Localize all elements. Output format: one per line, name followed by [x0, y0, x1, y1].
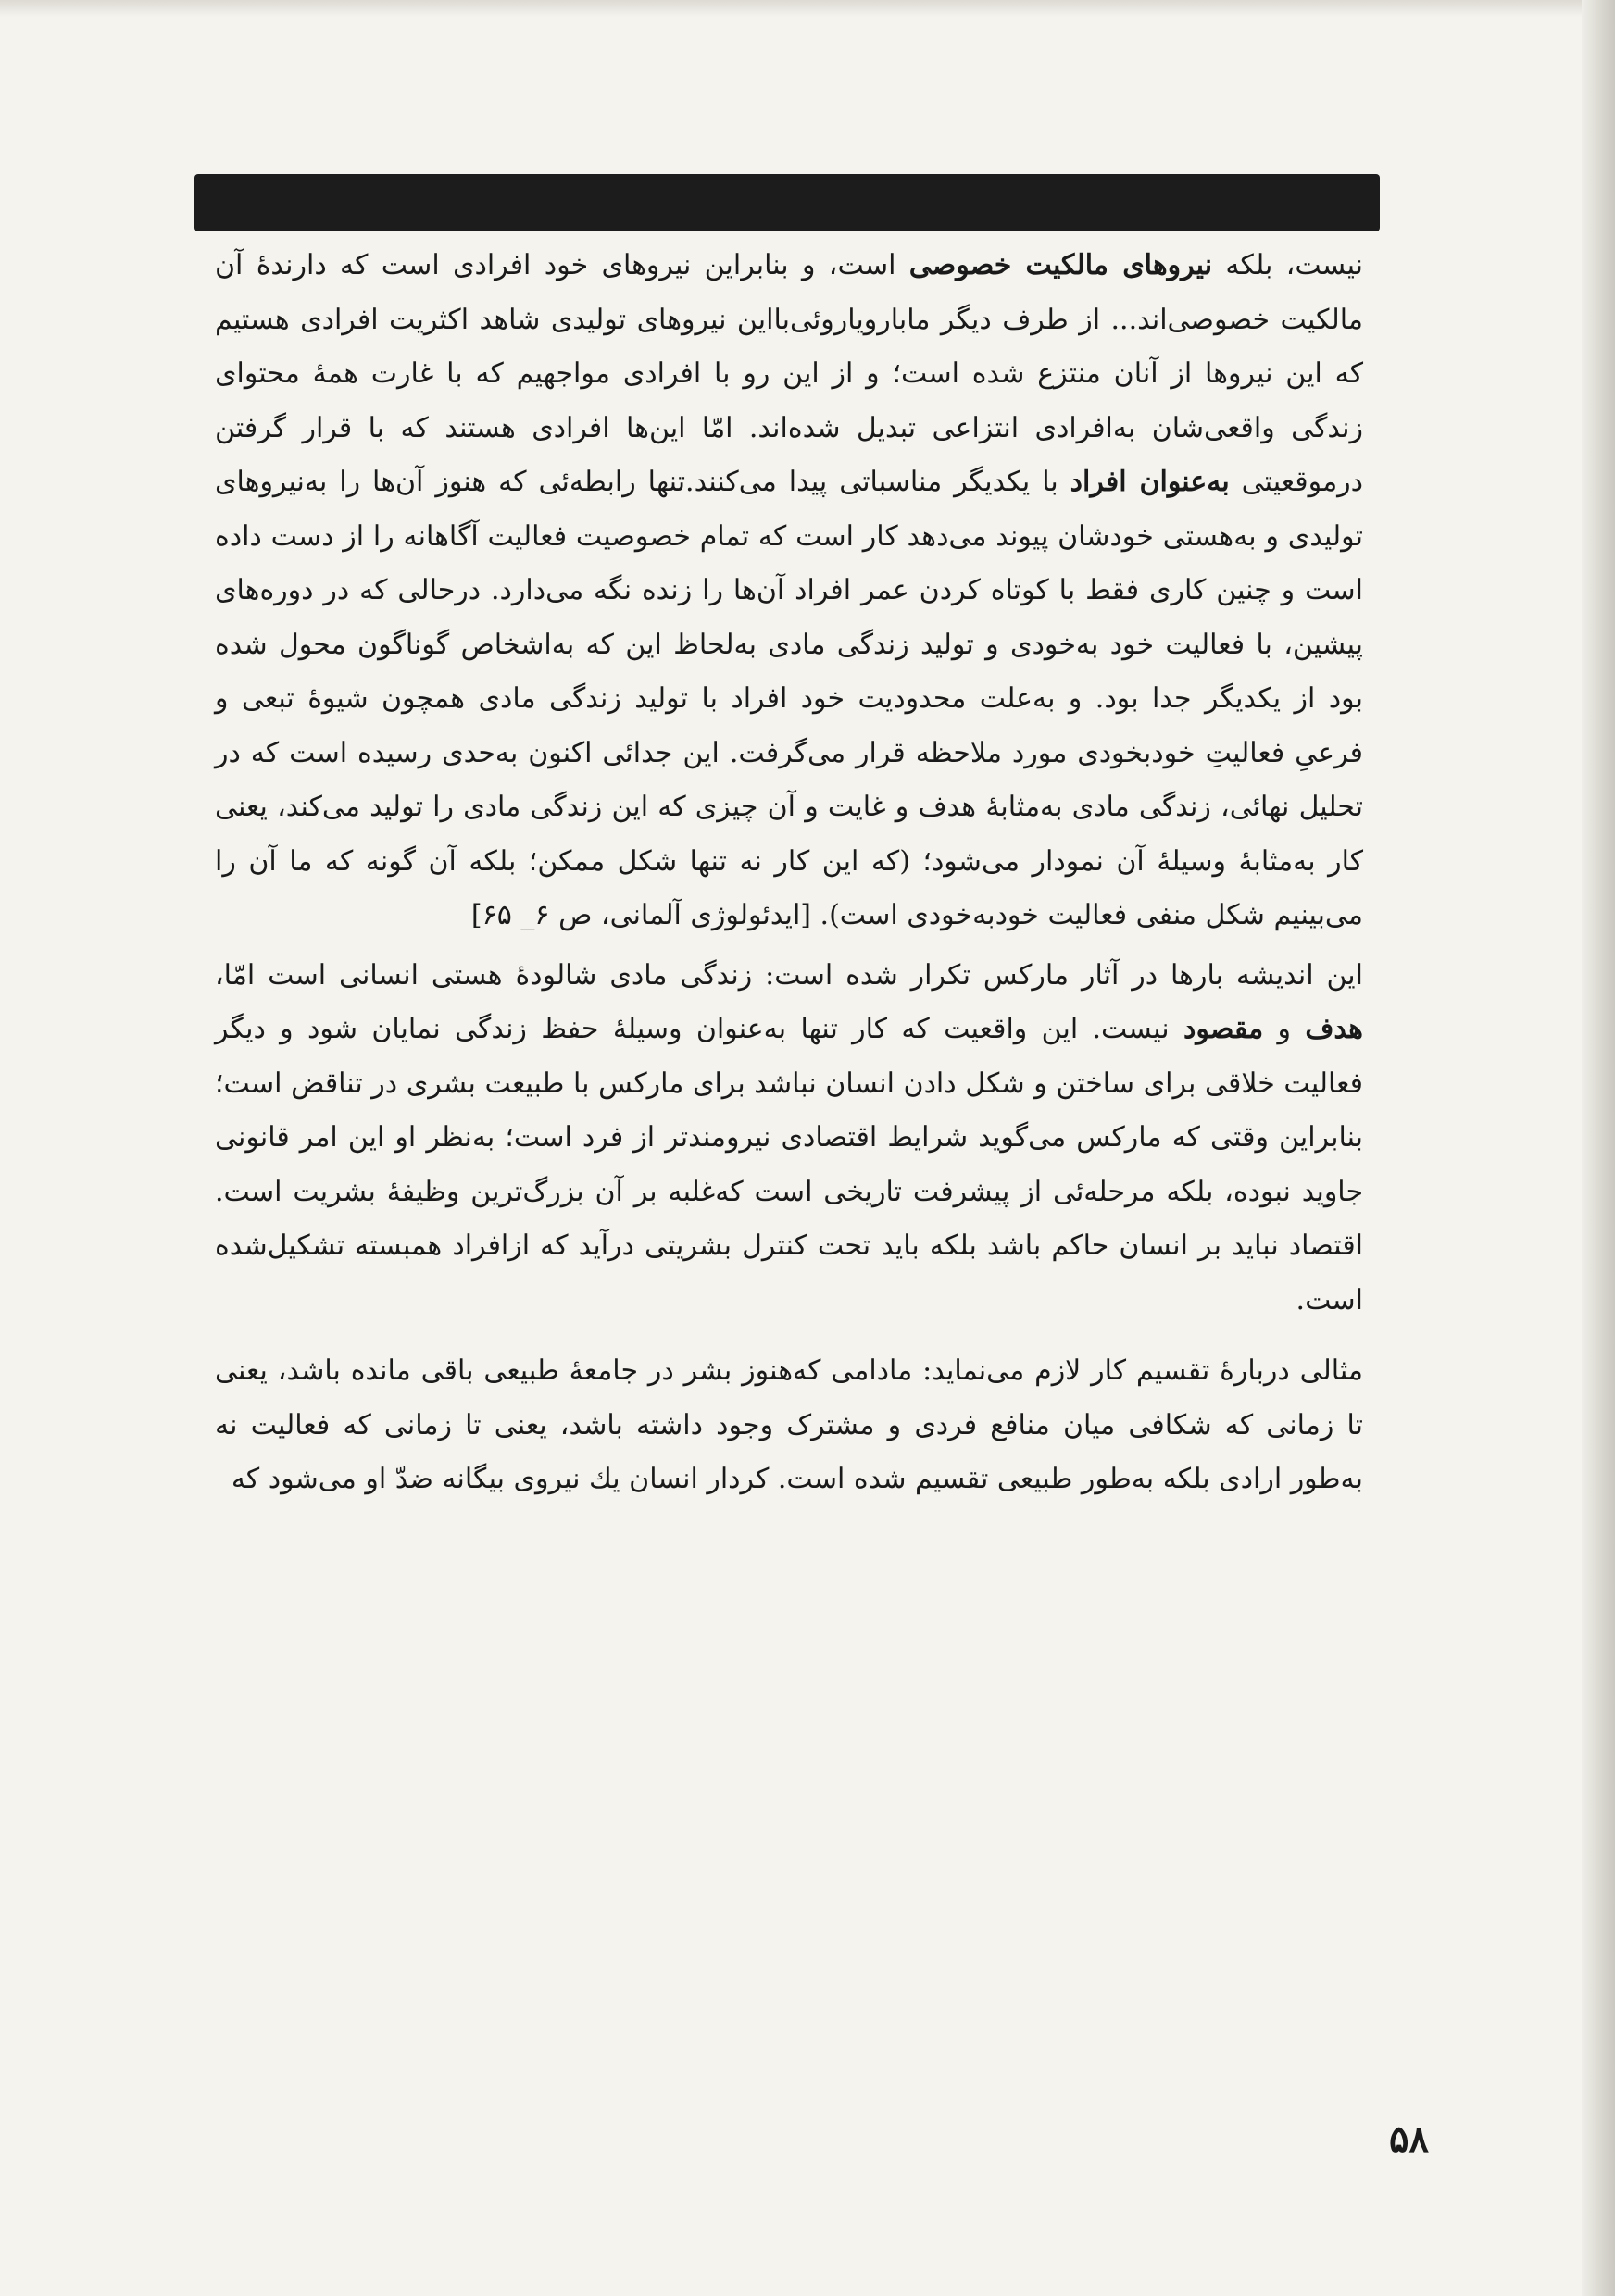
text-segment-bold: به‌عنوان افراد	[1070, 466, 1230, 498]
text-segment: مثالی دربارۀ تقسیم کار لازم می‌نماید: مادامی که‌هنوز بشر در جامعۀ طبیعی باقی مانده باشد، یعنی تا زمانی که شکافی میان منافع فردی و مشترک وجود داشته باشد، یعنی تا زمانی که فعالیت نه به‌طور ارادی بلکه به‌طور طبیعی تقسیم شده است. کردار انسان یك نیروی بیگانه ضدّ او می‌شود که	[215, 1354, 1363, 1495]
page-right-edge	[1582, 0, 1615, 2296]
paragraph-division-of-labor	[215, 1344, 1363, 1507]
text-segment-bold: نیروهای مالکیت خصوصی	[908, 249, 1213, 281]
text-segment: و	[1263, 1013, 1306, 1045]
header-bar	[194, 174, 1380, 231]
page-number: ۵۸	[1389, 2117, 1429, 2161]
page-top-edge	[0, 0, 1615, 17]
text-segment: نیست. این واقعیت که کار تنها به‌عنوان وسیلۀ حفظ زندگی نمایان شود و دیگر فعالیت خلاقی برای ساختن و شکل دادن انسان نباشد برای مارکس با طبیعت بشری در تناقض است؛ بنابراین وقتی که مارکس می‌گوید شرایط اقتصادی نیرومندتر از فرد است؛ به‌نظر او این امر قانونی جاوید نبوده، بلکه مرحله‌ئی از پیشرفت تاریخی است که‌غلبه بر آن بزرگ‌ترین وظیفۀ بشریت است. اقتصاد نباید بر انسان حاکم باشد بلکه باید تحت کنترل بشریتی درآید که ازافراد همبسته تشکیل‌شده است.	[215, 1013, 1363, 1316]
text-segment-bold: هدف	[1305, 1013, 1363, 1045]
paragraph-quote	[215, 239, 1363, 943]
paragraph-commentary	[215, 949, 1363, 1329]
text-segment: با یکدیگر مناسباتی پیدا می‌کنند.تنها رابطه‌ئی که هنوز آن‌ها را به‌نیروهای تولیدی و به‌هستی خودشان پیوند می‌دهد کار است که تمام خصوصیت فعالیت آگاهانه را از دست داده است و چنین کاری فقط با کوتاه کردن عمر افراد آن‌ها را زنده نگه می‌دارد. درحالی که در دوره‌های پیشین، با فعالیت خود به‌خودی و تولید زندگی مادی به‌لحاظ این که به‌اشخاص گوناگون محول شده بود از یکدیگر جدا بود. و به‌علت محدودیت خود افراد با تولید زندگی مادی همچون شیوۀ تبعی و فرعیِ فعالیتِ خودبخودی مورد ملاحظه قرار می‌گرفت. این جدائی اکنون به‌حدی رسیده است که در تحلیل نهائی، زندگی مادی به‌مثابۀ هدف و غایت و آن چیزی که این زندگی مادی را تولید می‌کند، یعنی کار به‌مثابۀ وسیلۀ آن نمودار می‌شود؛ (که این کار نه تنها شکل ممکن؛ بلکه آن گونه که ما آن را می‌بینیم شکل منفی فعالیت خودبه‌خودی است). [ایدئولوژی آلمانی، ص ۶_ ۶۵]	[215, 466, 1363, 931]
body-text	[215, 239, 1363, 1507]
text-segment-bold: مقصود	[1183, 1013, 1264, 1045]
text-segment: نیست، بلکه	[1212, 249, 1363, 281]
text-segment: است، و بنابراین نیروهای خود افرادی است که دارندۀ آن مالکیت خصوصی‌اند... از طرف دیگر مابارویاروئی‌بااین نیروهای تولیدی شاهد اکثریت افرادی هستیم که این نیروها از آنان منتزع شده است؛ و از این رو با افرادی مواجهیم که با غارت همۀ محتوای زندگی واقعی‌شان به‌افرادی انتزاعی تبدیل شده‌اند. امّا این‌ها افرادی هستند که با قرار گرفتن درموقعیتی	[215, 249, 1364, 498]
text-segment: این اندیشه بارها در آثار مارکس تکرار شده است: زندگی مادی شالودۀ هستی انسانی است امّا،	[215, 958, 1363, 992]
